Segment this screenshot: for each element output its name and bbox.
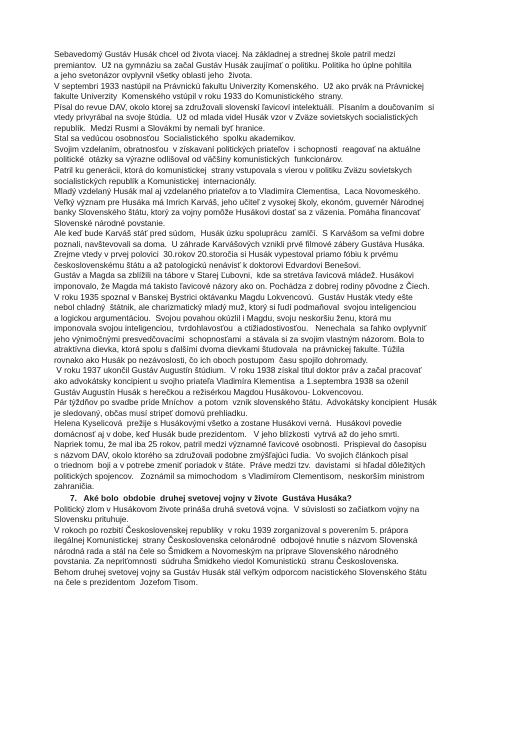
body-text-before-heading	[54, 49, 490, 492]
text-line: Zrejme vtedy v prvej polovici 30.rokov 20.storočia si Husák vypestoval priamo fóbiu k prvému	[54, 249, 399, 260]
text-line: rovnako ako Husák po nezávoslosti, čo ich oboch postupom času spojilo dohromady.	[54, 354, 368, 365]
text-line: Veľký význam pre Husáka má Imrich Karváš, jeho učiteľ z vysokej školy, ekonóm, guvernér Národnej	[54, 196, 424, 207]
text-line: Písal do revue DAV, okolo ktorej sa združovali slovenskí ľavicoví intelektuáli. Písaním a doučovaním si	[54, 101, 435, 112]
text-line: národná rada a stál na čele so Šmidkem a Novomeským na príprave Slovenského národného	[54, 545, 399, 556]
text-line: atraktívna dievka, ktorá spolu s ďalšími dvoma dievkami študovala na právnickej fakulte. Túžila	[54, 344, 405, 355]
text-line: Slovenské národné povstanie.	[54, 217, 166, 228]
text-line: Slovensku prituhuje.	[54, 514, 129, 525]
text-line: Pár týždňov po svadbe príde Mníchov a potom vznik slovenského štátu. Advokátsky koncipient Husák	[54, 397, 437, 408]
text-line: Patril ku generácii, ktorá do komunistickej strany vstupovala s vierou v politiku Zväzu sovietskych	[54, 165, 412, 176]
text-line: domácnosť aj v dobe, keď Husák bude prezidentom. V jeho blízkosti vytrvá až do jeho smrti.	[54, 428, 400, 439]
text-line: imponovalo, že Magda má takisto ľavicové názory ako on. Pochádza z dobrej rodiny pôvodne z Čiech.	[54, 281, 430, 292]
text-line: politických spojencov. Zoznámil sa mimochodom s Vladimírom Clementisom, neskorším ministrom	[54, 470, 425, 481]
text-line: povstania. Za nepriťomnosti súdruha Šmidkeho viedol Komunistickú stranu Československa.	[54, 556, 399, 567]
text-line: poznali, navštevovali sa doma. U záhrade Karvášových vznikli prvé filmové zábery Gustáva Husáka.	[54, 238, 425, 249]
text-line: ilegálnej Komunistickej strany Československa celonárodné odbojové hnutie s názvom Slovenská	[54, 535, 418, 546]
text-line: socialistických republík a Komunistickej internacionály.	[54, 175, 257, 186]
text-line: vtedy privyrábal na svoje štúdia. Už od mlada videl Husák vzor v Zväze sovietskych socialistických	[54, 112, 418, 123]
text-line: o triednom boji a v potrebe zmeniť poriadok v štáte. Práve medzi tzv. davistami si hľadal dôležitých	[54, 460, 426, 471]
text-line: Gustáv a Magda sa zblížili na tábore v Starej Ľubovni, kde sa stretáva ľavicová mládež. Husákovi	[54, 270, 414, 281]
text-line: zahraničia.	[54, 481, 95, 492]
text-line: premiantov. Už na gymnáziu sa začal Gustáv Husák zaujímať o politiku. Politika ho úplne pohltila	[54, 59, 412, 70]
text-line: Behom druhej svetovej vojny sa Gustáv Husák stál veľkým odporcom nacistického Slovenského štátu	[54, 566, 427, 577]
text-line: s názvom DAV, okolo ktorého sa združovali podobne zmýšľajúci ľudia. Vo svojich článkoch písal	[54, 449, 408, 460]
text-line: ako advokátsky koncipient u svojho priateľa Vladimíra Klementisa a 1.septembra 1938 sa oženil	[54, 375, 409, 386]
text-line: Mladý vzdelaný Husák mal aj vzdelaného priateľov a to Vladimíra Clementisa, Laca Novomeského.	[54, 186, 421, 197]
text-line: imponovala svojou inteligenciou, tvrdohlavosťou a ctižiadostivosťou. Nenechala sa ľahko ovplyvniť	[54, 323, 427, 334]
text-line: Ale keď bude Karváš stáť pred súdom, Husák úzku spoluprácu zamlčí. S Karvášom sa veľmi dobre	[54, 228, 425, 239]
text-line: Helena Kyselicová prežije s Husákovými všetko a zostane Husákovi verná. Husákovi povedie	[54, 418, 402, 429]
text-line: Gustáv Augustín Husák s herečkou a režisérkou Magdou Husákovou- Lokvencovou.	[54, 386, 364, 397]
text-line: a logickou argumentáciou. Svojou povahou okúzlil i Magdu, svoju neskoršiu ženu, ktorá mu	[54, 312, 392, 323]
section-heading: 7. Aké bolo obdobie druhej svetovej vojny v živote Gustáva Husáka?	[70, 492, 352, 503]
text-line: V roku 1937 ukončil Gustáv Augustín štúdium. V roku 1938 získal titul doktor práv a začal pracovať	[54, 365, 422, 376]
text-line: Stal sa vedúcou osobnosťou Socialistického spolku akademikov.	[54, 133, 296, 144]
text-line: Napriek tomu, že mal iba 25 rokov, patril medzi významné ľavicové osobnosti. Prispieval do časopisu	[54, 439, 427, 450]
text-line: československému štátu a až patologickú nenávisť k doktorovi Edvardovi Benešovi.	[54, 259, 362, 270]
text-line: politické otázky sa výrazne odlišoval od väčšiny komunistických funkcionárov.	[54, 154, 343, 165]
text-line: V rokoch po rozbití Československej republiky v roku 1939 zorganizoval s poverením 5. prápora	[54, 524, 409, 535]
text-line: je sledovaný, občas musí stripeť domovú prehliadku.	[54, 407, 248, 418]
text-line: fakulte Univerzity Komenského vstúpil v roku 1933 do Komunistického strany.	[54, 91, 343, 102]
text-line: republík. Medzi Rusmi a Slovákmi by nemali byť hranice.	[54, 122, 266, 133]
document-page	[54, 49, 490, 588]
text-line: a jeho svetonázor ovplyvnil všetky oblasti jeho života.	[54, 70, 253, 81]
text-line: Politický zlom v Husákovom živote prináša druhá svetová vojna. V súvislosti so začiatkom vojny na	[54, 503, 420, 514]
text-line: Sebavedomý Gustáv Husák chcel od života viacej. Na základnej a strednej škole patril medzi	[54, 49, 396, 59]
text-line: jeho výnimočnými presvedčovacími schopnosťami a stávala si za svojim vlastným názorom. Bola to	[54, 333, 425, 344]
text-line: Svojim vzdelaním, obratnosťou v získavaní politických priateľov i schopnosti reagovať na aktuálne	[54, 143, 421, 154]
text-line: V roku 1935 spoznal v Banskej Bystrici oktávanku Magdu Lokvencovú. Gustáv Husták vtedy ešte	[54, 291, 413, 302]
text-line: nebol chladný štátnik, ale charizmatický mladý muž, ktorý si ľudí podmaňoval svojou inteligenciou	[54, 302, 417, 313]
text-line: banky Slovenského štátu, ktorý za vojny pomôže Husákovi dostať sa z väzenia. Pomáha financovať	[54, 207, 421, 218]
body-text-after-heading	[54, 504, 490, 588]
text-line: na čele s prezidentom Jozefom Tisom.	[54, 577, 198, 588]
text-line: V septembri 1933 nastúpil na Právnickú fakultu Univerzity Komenského. Už ako prvák na Právnickej	[54, 80, 424, 91]
